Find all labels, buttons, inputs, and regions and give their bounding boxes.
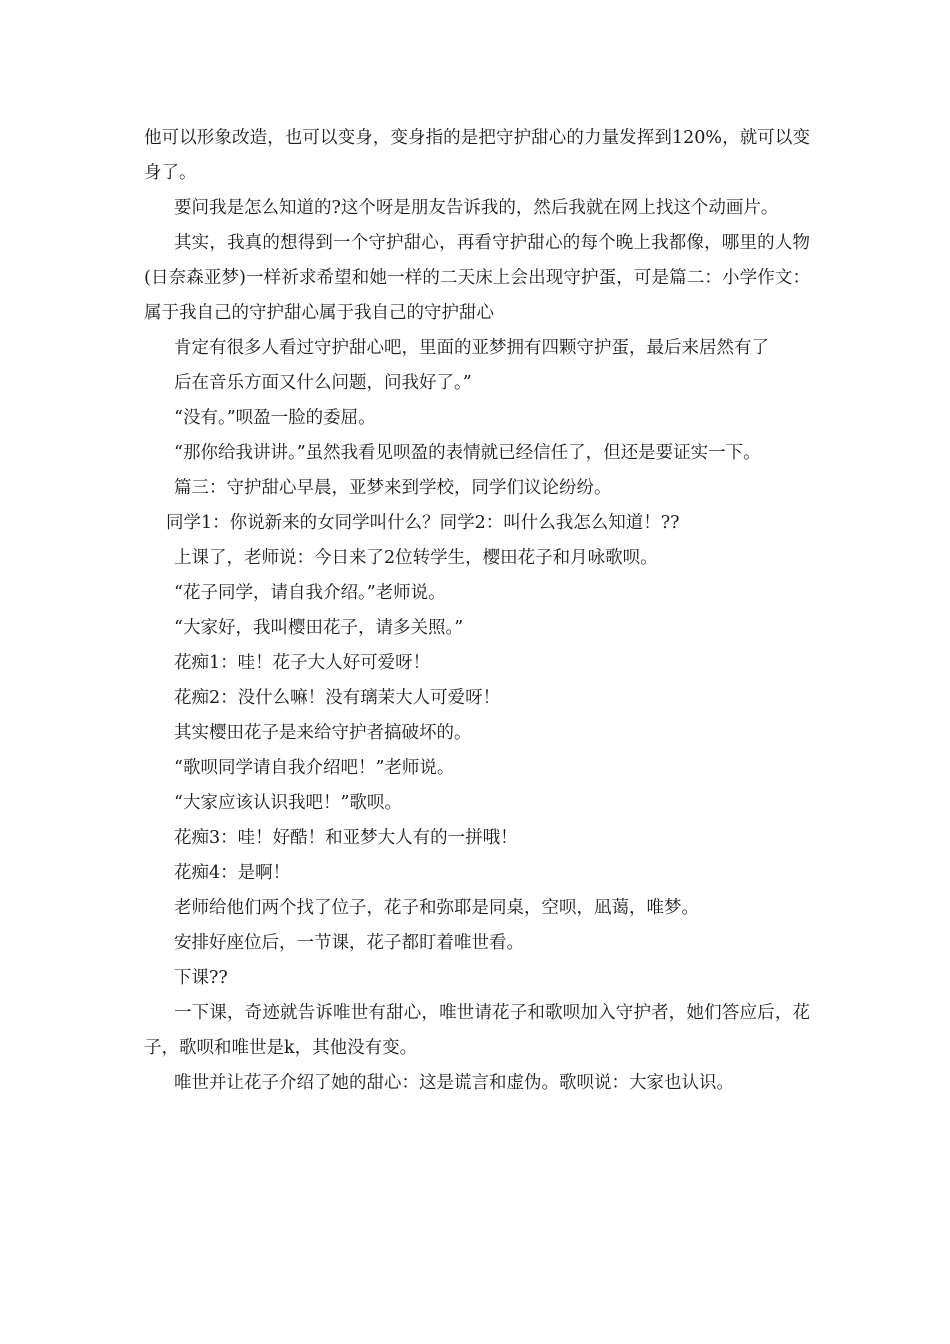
paragraph-13: 花痴1：哇！花子大人好可爱呀！ [174, 653, 431, 673]
paragraph-2: 要问我是怎么知道的?这个呀是朋友告诉我的，然后我就在网上找这个动画片。 [174, 198, 779, 218]
paragraph-6: “没有。”呗盈一脸的委屈。 [174, 408, 376, 428]
paragraph-23: 一下课，奇迹就告诉唯世有甜心，唯世请花子和歌呗加入守护者，她们答应后，花子，歌呗和唯世是k，其他没有变。 [144, 1003, 810, 1058]
document-body [144, 121, 810, 1101]
paragraph-12: “大家好，我叫樱田花子，请多关照。” [174, 618, 464, 638]
paragraph-1: 他可以形象改造，也可以变身，变身指的是把守护甜心的力量发挥到120%，就可以变身了。 [144, 128, 810, 183]
paragraph-14: 花痴2：没什么嘛！没有璃茉大人可爱呀！ [174, 688, 501, 708]
paragraph-17: “大家应该认识我吧！”歌呗。 [174, 793, 402, 813]
paragraph-5: 后在音乐方面又什么问题，问我好了。” [174, 373, 472, 393]
paragraph-22: 下课?? [174, 968, 228, 988]
paragraph-18: 花痴3：哇！好酷！和亚梦大人有的一拼哦！ [174, 828, 518, 848]
paragraph-19: 花痴4：是啊！ [174, 863, 291, 883]
paragraph-11: “花子同学，请自我介绍。”老师说。 [174, 583, 446, 603]
paragraph-3: 其实，我真的想得到一个守护甜心，再看守护甜心的每个晚上我都像，哪里的人物(日奈森亚梦)一样祈求希望和她一样的二天床上会出现守护蛋，可是篇二：小学作文：属于我自己的守护甜心属于我自己的守护甜心 [144, 233, 810, 323]
paragraph-15: 其实樱田花子是来给守护者搞破坏的。 [174, 723, 472, 743]
paragraph-24: 唯世并让花子介绍了她的甜心：这是谎言和虚伪。歌呗说：大家也认识。 [174, 1073, 734, 1093]
paragraph-21: 安排好座位后，一节课，花子都盯着唯世看。 [174, 933, 524, 953]
paragraph-10: 上课了，老师说：今日来了2位转学生，樱田花子和月咏歌呗。 [174, 548, 658, 568]
paragraph-8: 篇三：守护甜心早晨，亚梦来到学校，同学们议论纷纷。 [174, 478, 612, 498]
paragraph-16: “歌呗同学请自我介绍吧！”老师说。 [174, 758, 455, 778]
paragraph-7: “那你给我讲讲。”虽然我看见呗盈的表情就已经信任了，但还是要证实一下。 [174, 443, 761, 463]
paragraph-4: 肯定有很多人看过守护甜心吧，里面的亚梦拥有四颗守护蛋，最后来居然有了 [174, 338, 769, 358]
paragraph-20: 老师给他们两个找了位子，花子和弥耶是同桌，空呗，凪蔼，唯梦。 [174, 898, 699, 918]
paragraph-9: 同学1：你说新来的女同学叫什么？同学2：叫什么我怎么知道！?? [166, 513, 680, 533]
